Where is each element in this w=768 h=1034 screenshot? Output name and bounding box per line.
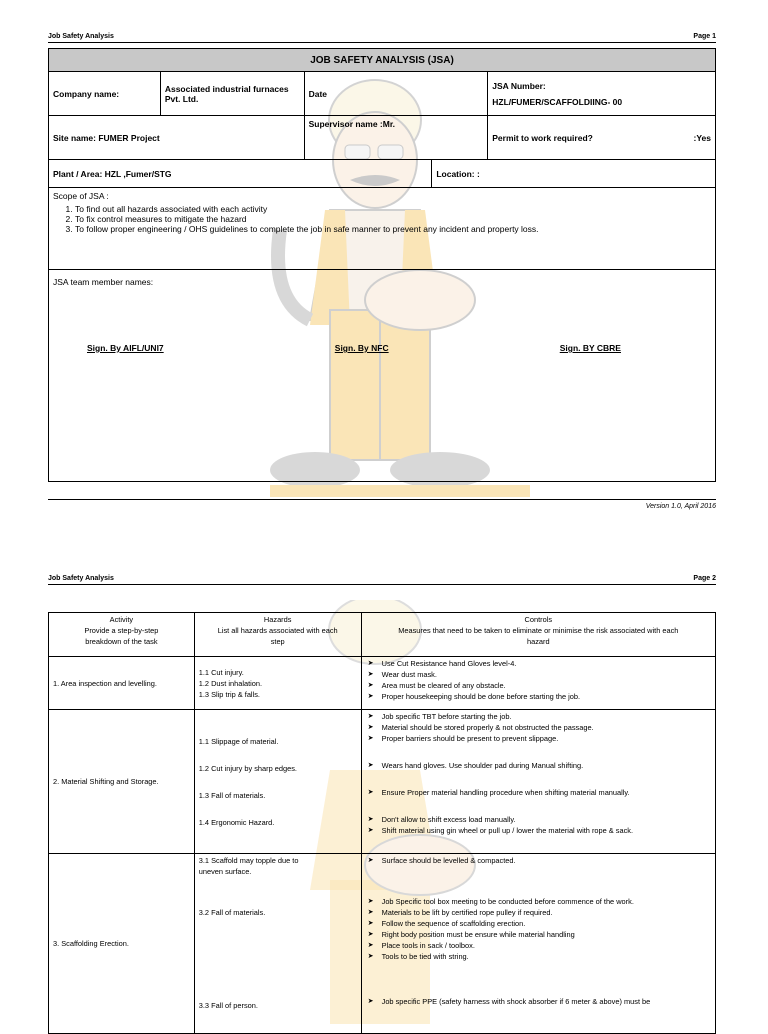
permit-value: :Yes [693, 132, 711, 143]
scope-label: Scope of JSA : [53, 191, 109, 201]
control-item: ➤ Wear dust mask. [366, 669, 711, 680]
scope-item: 1. To find out all hazards associated with each activity [75, 204, 711, 214]
activity-cell: 1. Area inspection and levelling. [49, 657, 195, 710]
table-row [49, 710, 716, 854]
control-item: ➤ Proper barriers should be present to prevent slippage. [366, 733, 711, 744]
sign-aifl: Sign. By AIFL/UNI7 [87, 343, 164, 353]
jsa-number-label: JSA Number: [492, 80, 546, 91]
permit-label: Permit to work required? [492, 132, 593, 143]
controls-header [361, 613, 715, 657]
page-header [48, 33, 716, 43]
hazard-item: 3.3 Fall of person. [198, 1001, 258, 1010]
jsa-header-table [48, 48, 716, 482]
header-line: hazard [527, 637, 550, 646]
signature-row [53, 343, 711, 353]
date-label: Date [304, 72, 488, 116]
table-row [49, 657, 716, 710]
header-line: Measures that need to be taken to eliminate or minimise the risk associated with each [398, 626, 679, 635]
jsa-number-cell [488, 72, 716, 116]
hazards-cell [194, 854, 361, 1034]
team-cell [49, 270, 716, 482]
hazards-cell [194, 657, 361, 710]
plant-area: Plant / Area: HZL ,Fumer/STG [49, 160, 432, 188]
header-line: Activity [109, 615, 134, 624]
control-item: ➤ Proper housekeeping should be done before starting the job. [366, 691, 711, 702]
scope-item: 3. To follow proper engineering / OHS guidelines to complete the job in safe manner to prevent any incident and property loss. [75, 224, 711, 234]
jsa-title: JOB SAFETY ANALYSIS (JSA) [49, 49, 716, 72]
company-label: Company name: [49, 72, 161, 116]
permit-cell [488, 116, 716, 160]
control-item: ➤ Job specific TBT before starting the job. [366, 711, 711, 722]
hazard-item: 1.2 Cut injury by sharp edges. [198, 763, 297, 773]
header-line: Provide a step-by-step [84, 626, 159, 635]
hazard-item: 1.1 Cut injury. [198, 667, 244, 677]
company-value: Associated industrial furnaces Pvt. Ltd. [160, 72, 304, 116]
page-number: Page 2 [693, 575, 716, 582]
hazard-item: 3.1 Scaffold may topple due to uneven surface. [198, 856, 299, 876]
control-item: ➤ Use Cut Resistance hand Gloves level-4. [366, 658, 711, 669]
activity-cell: 3. Scaffolding Erection. [49, 854, 195, 1034]
location-label: Location: : [432, 160, 716, 188]
page-number: Page 1 [693, 33, 716, 40]
control-item: ➤ Material should be stored properly & not obstructed the passage. [366, 722, 711, 733]
header-line: List all hazards associated with each [217, 626, 338, 635]
hazard-item: 1.4 Ergonomic Hazard. [198, 817, 275, 827]
scope-item: 2. To fix control measures to mitigate the hazard [75, 214, 711, 224]
hazard-item: 1.3 Fall of materials. [198, 790, 266, 800]
hazard-item: 1.1 Slippage of material. [198, 736, 279, 746]
site-name: Site name: FUMER Project [49, 116, 305, 160]
hazard-item: 1.3 Slip trip & falls. [198, 689, 260, 699]
sign-nfc: Sign. By NFC [334, 343, 389, 353]
control-item: ➤ Wears hand gloves. Use shoulder pad during Manual shifting. [366, 760, 711, 771]
hazards-header [194, 613, 361, 657]
header-line: breakdown of the task [85, 637, 158, 646]
activity-header [49, 613, 195, 657]
table-row [49, 854, 716, 1034]
jsa-number-value: HZL/FUMER/SCAFFOLDIING- 00 [492, 96, 623, 107]
control-item: ➤ Job specific PPE (safety harness with shock absorber if 6 meter & above) must be [366, 996, 711, 1007]
control-item: ➤ Area must be cleared of any obstacle. [366, 680, 711, 691]
control-item: ➤ Shift material using gin wheel or pull up / lower the material with rope & sack. [366, 825, 711, 836]
control-item: ➤ Right body position must be ensure while material handling [366, 929, 711, 940]
control-item: ➤ Ensure Proper material handling procedure when shifting material manually. [366, 787, 711, 798]
control-item: ➤ Job Specific tool box meeting to be conducted before commence of the work. [366, 896, 711, 907]
control-item: ➤ Surface should be levelled & compacted. [366, 855, 711, 866]
controls-cell [361, 710, 715, 854]
controls-cell [361, 854, 715, 1034]
hazard-item: 1.2 Dust inhalation. [198, 678, 263, 688]
version-footer: Version 1.0, April 2016 [48, 499, 716, 510]
hazard-item: 3.2 Fall of materials. [198, 908, 266, 917]
header-line: Controls [524, 615, 553, 624]
header-line: Hazards [263, 615, 292, 624]
supervisor-label: Supervisor name :Mr. [304, 116, 488, 160]
scope-cell [49, 188, 716, 270]
control-item: ➤ Place tools in sack / toolbox. [366, 940, 711, 951]
control-item: ➤ Tools to be tied with string. [366, 951, 711, 962]
hazards-cell [194, 710, 361, 854]
header-line: step [270, 637, 285, 646]
scope-list [53, 204, 711, 234]
jsa-controls-table [48, 612, 716, 1034]
doc-label: Job Safety Analysis [48, 575, 114, 582]
page-header [48, 575, 716, 585]
activity-cell: 2. Material Shifting and Storage. [49, 710, 195, 854]
team-label: JSA team member names: [53, 277, 154, 287]
control-item: ➤ Materials to be lift by certified rope pulley if required. [366, 907, 711, 918]
sign-cbre: Sign. BY CBRE [559, 343, 621, 353]
control-item: ➤ Follow the sequence of scaffolding erection. [366, 918, 711, 929]
doc-label: Job Safety Analysis [48, 33, 114, 40]
control-item: ➤ Don't allow to shift excess load manually. [366, 814, 711, 825]
controls-cell [361, 657, 715, 710]
